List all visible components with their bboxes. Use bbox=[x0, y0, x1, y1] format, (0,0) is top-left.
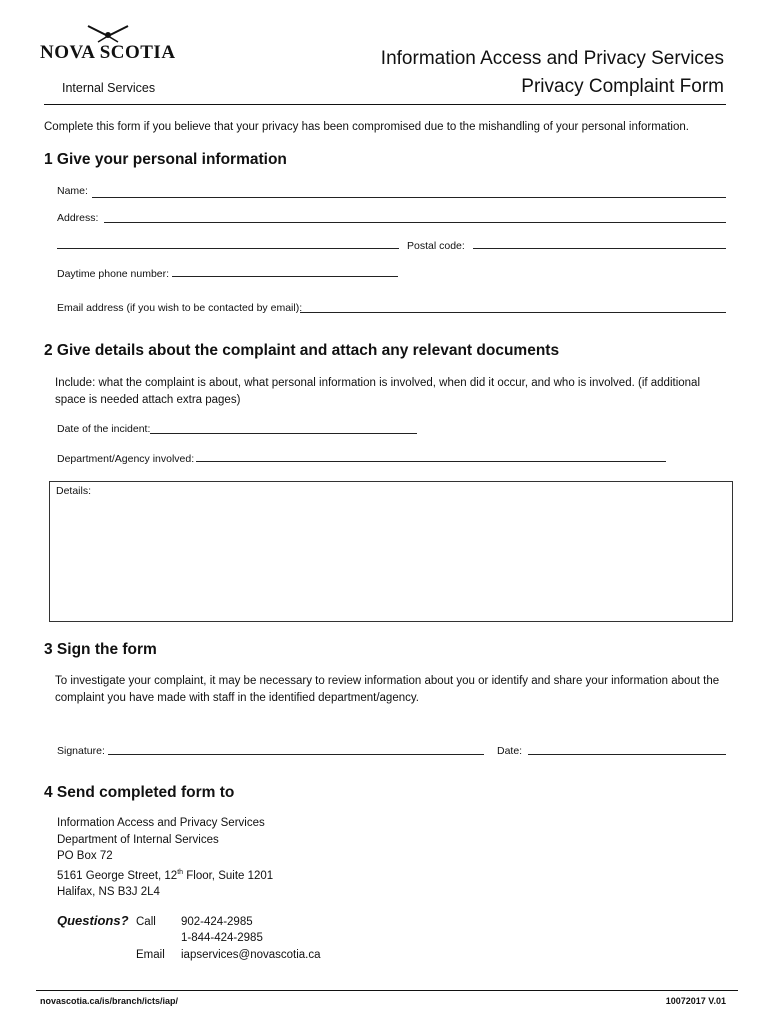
footer-divider bbox=[36, 990, 738, 991]
nova-scotia-logo bbox=[40, 24, 180, 66]
email-contact-label: Email bbox=[136, 949, 165, 961]
section1-heading: 1 Give your personal information bbox=[44, 151, 287, 168]
name-label: Name: bbox=[57, 185, 88, 197]
phone-number: 902-424-2985 bbox=[181, 916, 253, 928]
details-label: Details: bbox=[56, 485, 92, 497]
header-title-line1: Information Access and Privacy Services bbox=[380, 48, 724, 69]
address-label: Address: bbox=[57, 212, 99, 224]
department-name: Internal Services bbox=[62, 81, 156, 95]
incident-date-field[interactable] bbox=[150, 433, 417, 434]
signature-date-field[interactable] bbox=[528, 754, 726, 755]
intro-text: Complete this form if you believe that your privacy has been compromised due to the mishandling of your personal information. bbox=[44, 121, 689, 133]
email-field[interactable] bbox=[300, 312, 726, 313]
footer-url[interactable]: novascotia.ca/is/branch/icts/iap/ bbox=[40, 996, 179, 1006]
form-version: 10072017 V.01 bbox=[665, 996, 726, 1006]
name-field[interactable] bbox=[92, 197, 726, 198]
call-label: Call bbox=[136, 916, 156, 928]
section4-heading: 4 Send completed form to bbox=[44, 784, 235, 801]
signature-label: Signature: bbox=[57, 745, 105, 757]
incident-date-label: Date of the incident: bbox=[57, 423, 151, 435]
contact-email[interactable]: iapservices@novascotia.ca bbox=[181, 949, 321, 961]
address-line: Information Access and Privacy Services bbox=[57, 817, 265, 829]
signature-date-label: Date: bbox=[497, 745, 523, 757]
questions-label: Questions? bbox=[57, 913, 129, 928]
address-field[interactable] bbox=[104, 222, 726, 223]
postal-code-field[interactable] bbox=[473, 248, 726, 249]
address-line: Halifax, NS B3J 2L4 bbox=[57, 885, 160, 898]
department-field[interactable] bbox=[196, 461, 666, 462]
flag-emblem-icon bbox=[86, 24, 130, 44]
header-divider bbox=[44, 104, 726, 105]
details-box[interactable] bbox=[49, 481, 733, 622]
phone-label: Daytime phone number: bbox=[57, 268, 170, 280]
postal-code-label: Postal code: bbox=[407, 240, 465, 252]
department-label: Department/Agency involved: bbox=[57, 453, 195, 465]
street-address: 5161 George Street, 12th Floor, Suite 1201 bbox=[57, 868, 274, 882]
phone-number-tollfree: 1-844-424-2985 bbox=[181, 932, 263, 944]
phone-field[interactable] bbox=[172, 276, 398, 277]
section3-heading: 3 Sign the form bbox=[44, 641, 157, 658]
address-line: Department of Internal Services bbox=[57, 833, 219, 846]
mailing-address bbox=[57, 815, 273, 900]
email-label: Email address (if you wish to be contacted by email): bbox=[57, 302, 303, 314]
address-line2-field[interactable] bbox=[57, 248, 399, 249]
section2-heading: 2 Give details about the complaint and attach any relevant documents bbox=[44, 342, 560, 359]
logo-text: NOVA SCOTIA bbox=[40, 42, 176, 63]
section2-instructions: Include: what the complaint is about, what personal information is involved, when did it occur, and who is involved. (if additional space is needed attach extra pages) bbox=[55, 377, 700, 406]
section3-text: To investigate your complaint, it may be necessary to review information about you or identify and share your information about the complaint you have made with staff in the identified department/agency. bbox=[55, 675, 720, 704]
signature-field[interactable] bbox=[108, 754, 484, 755]
address-line: PO Box 72 bbox=[57, 850, 113, 862]
page-title: Privacy Complaint Form bbox=[521, 76, 724, 97]
